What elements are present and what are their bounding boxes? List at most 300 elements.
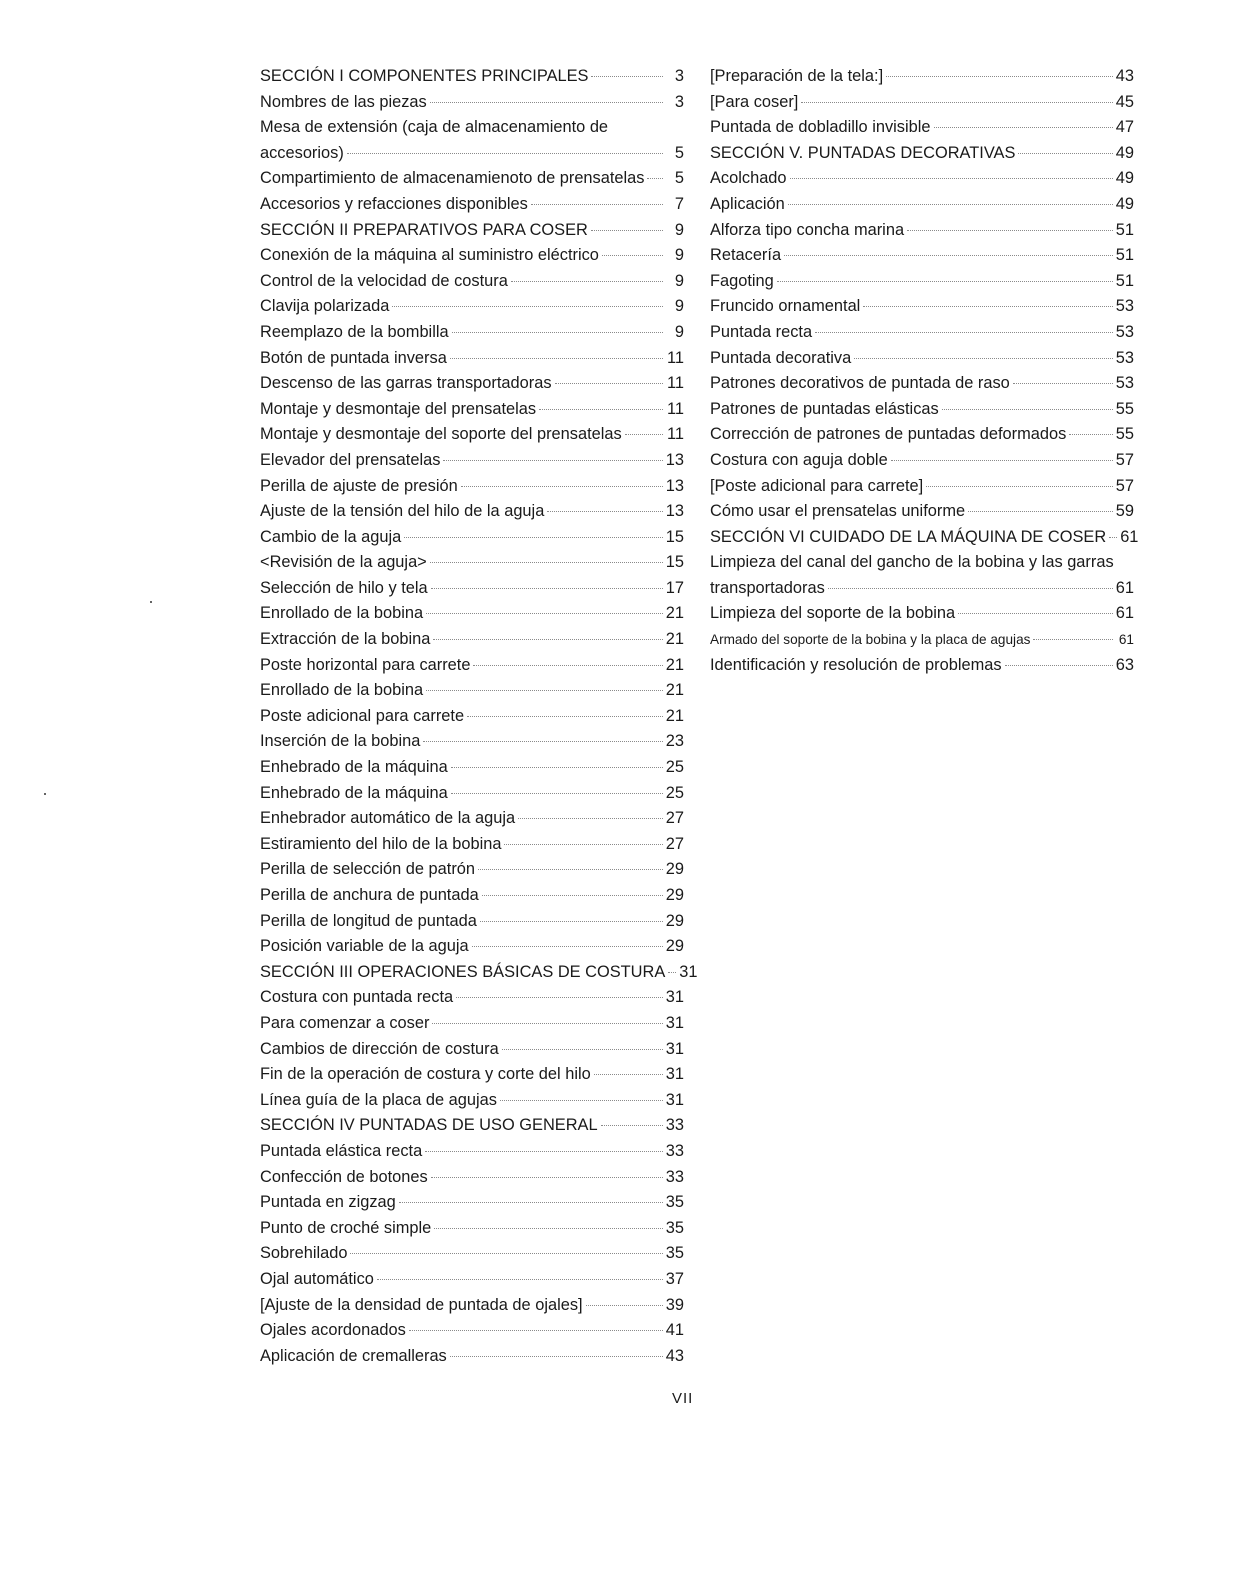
toc-entry-title: <Revisión de la aguja>: [260, 553, 427, 572]
toc-entry: [260, 218, 684, 244]
toc-entry-page: 47: [1115, 118, 1134, 137]
toc-column-left: [260, 64, 698, 1369]
toc-entry-page: 13: [665, 450, 684, 469]
dot-leader: [347, 153, 663, 154]
toc-entry: [260, 934, 684, 960]
toc-entry: [260, 1037, 684, 1063]
toc-entry-page: 33: [665, 1167, 684, 1186]
toc-entry-title: [Preparación de la tela:]: [710, 67, 884, 85]
toc-entry-title: Limpieza del soporte de la bobina: [710, 604, 956, 623]
toc-entry-page: 63: [1115, 655, 1134, 674]
toc-entry-title: [Poste adicional para carrete]: [710, 476, 924, 495]
toc-entry-title: Patrones de puntadas elásticas: [710, 399, 939, 418]
toc-entry-title: Armado del soporte de la bobina y la placa de agujas: [710, 632, 1031, 648]
toc-entry-title: Cambio de la aguja: [260, 527, 402, 546]
toc-entry-title: Inserción de la bobina: [260, 732, 421, 751]
dot-leader: [958, 613, 1113, 614]
dot-leader: [668, 972, 676, 973]
toc-entry-title: Fagoting: [710, 271, 774, 290]
toc-entry-title: Reemplazo de la bombilla: [260, 322, 449, 341]
toc-entry-title: Elevador del prensatelas: [260, 450, 441, 469]
toc-entry-title: Aplicación de cremalleras: [260, 1346, 447, 1365]
toc-entry-page: 9: [674, 297, 684, 316]
dot-leader: [392, 306, 663, 307]
dot-leader: [788, 204, 1113, 205]
toc-entry: [260, 1011, 684, 1037]
toc-entry: [710, 218, 1134, 244]
toc-entry-title: Accesorios y refacciones disponibles: [260, 194, 528, 213]
toc-entry-page: 51: [1115, 271, 1134, 290]
toc-entry: [260, 601, 684, 627]
dot-leader: [399, 1202, 663, 1203]
toc-entry-page: 35: [665, 1218, 684, 1237]
toc-entry: [710, 166, 1134, 192]
dot-leader: [531, 204, 663, 205]
scan-speck: [44, 793, 46, 795]
toc-entry-page: 39: [665, 1295, 684, 1314]
toc-entry: [260, 1293, 684, 1319]
dot-leader: [431, 1177, 663, 1178]
dot-leader: [450, 358, 663, 359]
dot-leader: [1005, 665, 1113, 666]
toc-entry-title: SECCIÓN II PREPARATIVOS PARA COSER: [260, 220, 588, 239]
toc-entry: [710, 627, 1134, 653]
dot-leader: [815, 332, 1113, 333]
toc-entry-page: 45: [1115, 92, 1134, 111]
dot-leader: [801, 102, 1112, 103]
dot-leader: [502, 1049, 663, 1050]
toc-entry-title: Control de la velocidad de costura: [260, 271, 508, 290]
toc-entry-page: 35: [665, 1193, 684, 1212]
toc-entry-title: Enhebrado de la máquina: [260, 783, 448, 802]
dot-leader: [942, 409, 1113, 410]
toc-entry-page: 29: [665, 911, 684, 930]
dot-leader: [404, 537, 663, 538]
dot-leader: [473, 665, 662, 666]
toc-entry-title: Costura con aguja doble: [710, 450, 888, 469]
toc-entry: [710, 576, 1134, 602]
dot-leader: [443, 460, 662, 461]
toc-entry-page: 51: [1115, 246, 1134, 265]
toc-entry-page: 51: [1115, 220, 1134, 239]
toc-entry: [260, 1113, 684, 1139]
toc-entry: [710, 192, 1134, 218]
toc-entry-page: 13: [665, 476, 684, 495]
toc-entry-page: 9: [674, 246, 684, 265]
dot-leader: [478, 869, 663, 870]
dot-leader: [591, 76, 663, 77]
toc-entry: [260, 857, 684, 883]
dot-leader: [828, 588, 1113, 589]
toc-entry-title: Poste horizontal para carrete: [260, 655, 471, 674]
toc-entry: [710, 653, 1134, 679]
toc-entry: [710, 269, 1134, 295]
toc-entry: [710, 525, 1139, 551]
toc-entry-page: 43: [665, 1346, 684, 1365]
dot-leader: [625, 434, 663, 435]
toc-entry: [260, 371, 684, 397]
toc-entry-title: Puntada decorativa: [710, 348, 852, 367]
toc-entry-page: 57: [1115, 450, 1134, 469]
dot-leader: [547, 511, 662, 512]
toc-entry-page: 27: [665, 834, 684, 853]
toc-entry: [260, 320, 684, 346]
toc-entry-title: Puntada de dobladillo invisible: [710, 118, 931, 137]
toc-entry: [710, 243, 1134, 269]
toc-entry-page: 61: [1118, 632, 1134, 648]
toc-entry-page: 61: [1115, 604, 1134, 623]
toc-entry-page: 21: [665, 655, 684, 674]
dot-leader: [504, 844, 662, 845]
toc-entry-page: 43: [1115, 67, 1134, 85]
toc-entry-title: Identificación y resolución de problemas: [710, 655, 1002, 674]
toc-entry-title: accesorios): [260, 143, 344, 162]
toc-entry-page: 49: [1115, 169, 1134, 188]
toc-entry-page: 55: [1115, 399, 1134, 418]
dot-leader: [934, 127, 1113, 128]
dot-leader: [450, 1356, 663, 1357]
toc-entry-title: Enrollado de la bobina: [260, 604, 424, 623]
dot-leader: [430, 562, 663, 563]
toc-entry-title: Acolchado: [710, 169, 787, 188]
dot-leader: [461, 486, 663, 487]
toc-entry-page: 13: [665, 502, 684, 521]
toc-entry: [260, 90, 684, 116]
dot-leader: [480, 921, 663, 922]
toc-entry-title: transportadoras: [710, 578, 825, 597]
toc-entry-page: 35: [665, 1244, 684, 1263]
toc-entry-title: Selección de hilo y tela: [260, 578, 428, 597]
toc-entry-title: Para comenzar a coser: [260, 1013, 430, 1032]
toc-entry-title: Nombres de las piezas: [260, 92, 427, 111]
toc-entry-page: 17: [665, 578, 684, 597]
toc-entry: [260, 985, 684, 1011]
toc-entry: [710, 294, 1134, 320]
toc-entry: [710, 397, 1134, 423]
toc-entry-title: Costura con puntada recta: [260, 988, 454, 1007]
toc-entry-page: 33: [665, 1141, 684, 1160]
toc-entry: [260, 192, 684, 218]
toc-entry-page: 9: [674, 322, 684, 341]
dot-leader: [784, 255, 1113, 256]
toc-entry: [260, 243, 684, 269]
scan-speck: [150, 601, 152, 603]
page-number: VII: [672, 1390, 694, 1407]
toc-entry-page: 29: [665, 860, 684, 879]
dot-leader: [647, 178, 663, 179]
toc-entry-page: 53: [1115, 322, 1134, 341]
toc-entry-page: 31: [665, 1039, 684, 1058]
toc-entry-page: 53: [1115, 297, 1134, 316]
toc-entry: [710, 371, 1134, 397]
toc-entry: [260, 781, 684, 807]
toc-entry-title: Montaje y desmontaje del prensatelas: [260, 399, 537, 418]
dot-leader: [1069, 434, 1113, 435]
toc-entry-page: 25: [665, 783, 684, 802]
toc-entry: [260, 269, 684, 295]
dot-leader: [426, 690, 663, 691]
dot-leader: [968, 511, 1113, 512]
toc-entry-title: Puntada elástica recta: [260, 1141, 423, 1160]
toc-entry: [260, 346, 684, 372]
toc-entry-title: Ojal automático: [260, 1269, 374, 1288]
dot-leader: [430, 102, 663, 103]
toc-entry: [710, 422, 1134, 448]
dot-leader: [431, 588, 663, 589]
toc-entry-page: 5: [674, 169, 684, 188]
toc-entry-title: Compartimiento de almacenamienoto de prensatelas: [260, 169, 645, 188]
toc-entry-page: 41: [665, 1321, 684, 1340]
toc-entry: [260, 1344, 684, 1370]
toc-entry-title: Sobrehilado: [260, 1244, 348, 1263]
toc-entry-title: [Para coser]: [710, 92, 799, 111]
toc-entry: [260, 960, 698, 986]
toc-entry-title: Cómo usar el prensatelas uniforme: [710, 502, 966, 521]
toc-entry-page: 59: [1115, 502, 1134, 521]
toc-entry-page: 37: [665, 1269, 684, 1288]
toc-entry-title: Montaje y desmontaje del soporte del prensatelas: [260, 425, 622, 444]
toc-entry-title: Perilla de selección de patrón: [260, 860, 476, 879]
toc-entry-page: 31: [665, 988, 684, 1007]
toc-entry: [710, 601, 1134, 627]
toc-entry-title: Puntada recta: [710, 322, 813, 341]
dot-leader: [472, 946, 663, 947]
toc-entry-title: Perilla de longitud de puntada: [260, 911, 477, 930]
toc-entry-page: 15: [665, 527, 684, 546]
dot-leader: [602, 255, 663, 256]
toc-entry-title: Perilla de ajuste de presión: [260, 476, 458, 495]
toc-entry: [260, 832, 684, 858]
toc-entry-page: 9: [674, 220, 684, 239]
toc-entry-page: 53: [1115, 374, 1134, 393]
toc-entry-title: Conexión de la máquina al suministro eléctrico: [260, 246, 599, 265]
toc-entry: [260, 499, 684, 525]
toc-entry-title: Posición variable de la aguja: [260, 937, 469, 956]
toc-entry: [260, 64, 684, 90]
toc-entry-page: 31: [665, 1013, 684, 1032]
toc-entry-title: Cambios de dirección de costura: [260, 1039, 499, 1058]
toc-entry-title: Descenso de las garras transportadoras: [260, 374, 552, 393]
dot-leader: [409, 1330, 663, 1331]
dot-leader: [1013, 383, 1113, 384]
toc-entry-page: 15: [665, 553, 684, 572]
dot-leader: [452, 332, 663, 333]
toc-entry-title: Poste adicional para carrete: [260, 706, 465, 725]
toc-entry: [260, 576, 684, 602]
dot-leader: [926, 486, 1113, 487]
toc-entry-page: 11: [666, 348, 684, 367]
toc-entry: [260, 448, 684, 474]
toc-entry-page: 25: [665, 758, 684, 777]
dot-leader: [500, 1100, 663, 1101]
toc-entry: [260, 806, 684, 832]
toc-entry-title: Retacería: [710, 246, 782, 265]
toc-entry: [260, 166, 684, 192]
toc-entry-title: Fin de la operación de costura y corte del hilo: [260, 1065, 591, 1084]
toc-entry-page: 31: [665, 1090, 684, 1109]
toc-entry-title: Enrollado de la bobina: [260, 681, 424, 700]
toc-entry-page: 49: [1115, 143, 1134, 162]
toc-entry: [260, 755, 684, 781]
dot-leader: [907, 230, 1113, 231]
toc-entry-title: Puntada en zigzag: [260, 1193, 396, 1212]
toc-entry-page: 49: [1115, 194, 1134, 213]
dot-leader: [518, 818, 663, 819]
toc-entry-page: 31: [665, 1065, 684, 1084]
dot-leader: [467, 716, 663, 717]
dot-leader: [377, 1279, 663, 1280]
dot-leader: [456, 997, 663, 998]
toc-entry: [260, 678, 684, 704]
toc-entry-page: 31: [679, 962, 698, 981]
toc-column-right: [710, 64, 1139, 678]
toc-entry: [710, 550, 1134, 576]
dot-leader: [790, 178, 1113, 179]
toc-entry-page: 21: [665, 604, 684, 623]
toc-entry-title: SECCIÓN IV PUNTADAS DE USO GENERAL: [260, 1116, 598, 1135]
toc-entry: [260, 1088, 684, 1114]
toc-entry-page: 57: [1115, 476, 1134, 495]
toc-entry: [260, 397, 684, 423]
toc-entry-title: Alforza tipo concha marina: [710, 220, 905, 239]
toc-entry: [710, 64, 1134, 90]
toc-entry: [260, 294, 684, 320]
toc-entry-page: 21: [665, 706, 684, 725]
toc-entry-title: Enhebrador automático de la aguja: [260, 809, 516, 828]
toc-entry: [260, 883, 684, 909]
dot-leader: [863, 306, 1112, 307]
toc-entry: [710, 115, 1134, 141]
toc-entry: [260, 909, 684, 935]
toc-entry: [260, 1267, 684, 1293]
toc-entry-page: 7: [674, 194, 684, 213]
dot-leader: [434, 1228, 662, 1229]
toc-entry: [260, 115, 684, 141]
toc-entry: [260, 1241, 684, 1267]
dot-leader: [451, 767, 663, 768]
toc-entry-title: Patrones decorativos de puntada de raso: [710, 374, 1010, 393]
toc-entry-page: 11: [666, 374, 684, 393]
toc-entry: [260, 653, 684, 679]
toc-entry-page: 9: [674, 271, 684, 290]
toc-entry-title: Extracción de la bobina: [260, 630, 431, 649]
toc-entry-title: Punto de croché simple: [260, 1218, 432, 1237]
toc-entry-title: Ajuste de la tensión del hilo de la aguja: [260, 502, 545, 521]
dot-leader: [854, 358, 1113, 359]
toc-entry: [710, 448, 1134, 474]
toc-entry: [710, 141, 1134, 167]
toc-entry: [260, 1216, 684, 1242]
toc-entry-page: 27: [665, 809, 684, 828]
dot-leader: [482, 895, 663, 896]
toc-entry-page: 61: [1115, 578, 1134, 597]
toc-entry-page: 5: [674, 143, 684, 162]
toc-entry-page: 21: [665, 681, 684, 700]
toc-entry-title: Clavija polarizada: [260, 297, 390, 316]
toc-entry-title: Botón de puntada inversa: [260, 348, 447, 367]
toc-entry-page: 29: [665, 937, 684, 956]
toc-entry-title: Confección de botones: [260, 1167, 428, 1186]
toc-entry: [260, 1318, 684, 1344]
toc-entry: [260, 525, 684, 551]
toc-entry-page: 55: [1115, 425, 1134, 444]
toc-entry-title: Perilla de anchura de puntada: [260, 886, 479, 904]
toc-entry: [260, 422, 684, 448]
toc-entry-page: 29: [665, 886, 684, 904]
toc-entry: [260, 474, 684, 500]
dot-leader: [594, 1074, 663, 1075]
toc-entry-title: Línea guía de la placa de agujas: [260, 1090, 497, 1109]
toc-entry-title: [Ajuste de la densidad de puntada de ojales]: [260, 1295, 583, 1314]
toc-entry-page: 3: [674, 67, 684, 85]
toc-entry: [260, 1190, 684, 1216]
toc-entry-title: Mesa de extensión (caja de almacenamiento de: [260, 118, 609, 137]
toc-entry-page: 61: [1120, 527, 1139, 546]
toc-entry: [260, 627, 684, 653]
toc-entry: [710, 499, 1134, 525]
toc-entry: [710, 474, 1134, 500]
dot-leader: [886, 76, 1113, 77]
toc-entry: [710, 320, 1134, 346]
toc-entry-page: 23: [665, 732, 684, 751]
toc-entry-page: 11: [666, 399, 684, 418]
toc-entry: [260, 1165, 684, 1191]
dot-leader: [1018, 153, 1112, 154]
toc-entry-page: 11: [666, 425, 684, 444]
toc-entry-title: Corrección de patrones de puntadas deformados: [710, 425, 1067, 444]
dot-leader: [891, 460, 1113, 461]
toc-entry: [260, 141, 684, 167]
toc-entry: [260, 1062, 684, 1088]
dot-leader: [555, 383, 663, 384]
dot-leader: [586, 1305, 663, 1306]
dot-leader: [539, 409, 663, 410]
dot-leader: [433, 639, 662, 640]
toc-entry-title: Aplicación: [710, 194, 785, 213]
toc-entry-title: Enhebrado de la máquina: [260, 758, 448, 777]
toc-entry-title: Estiramiento del hilo de la bobina: [260, 834, 502, 853]
dot-leader: [511, 281, 663, 282]
toc-entry: [260, 1139, 684, 1165]
dot-leader: [591, 230, 663, 231]
dot-leader: [426, 613, 663, 614]
dot-leader: [777, 281, 1113, 282]
dot-leader: [1109, 537, 1117, 538]
toc-entry-page: 3: [674, 92, 684, 111]
toc-entry-page: 33: [665, 1116, 684, 1135]
dot-leader: [1033, 639, 1113, 640]
dot-leader: [423, 741, 662, 742]
toc-entry: [260, 704, 684, 730]
dot-leader: [601, 1125, 663, 1126]
dot-leader: [451, 793, 663, 794]
dot-leader: [350, 1253, 662, 1254]
toc-entry-title: SECCIÓN I COMPONENTES PRINCIPALES: [260, 67, 589, 85]
toc-entry-title: SECCIÓN V. PUNTADAS DECORATIVAS: [710, 143, 1016, 162]
toc-entry-title: Fruncido ornamental: [710, 297, 861, 316]
toc-entry-page: 21: [665, 630, 684, 649]
toc-entry: [260, 729, 684, 755]
toc-entry: [710, 346, 1134, 372]
toc-entry-page: 53: [1115, 348, 1134, 367]
toc-entry: [260, 550, 684, 576]
toc-entry-title: SECCIÓN III OPERACIONES BÁSICAS DE COSTURA: [260, 962, 666, 981]
toc-entry: [710, 90, 1134, 116]
toc-entry-title: SECCIÓN VI CUIDADO DE LA MÁQUINA DE COSER: [710, 527, 1107, 546]
dot-leader: [432, 1023, 662, 1024]
toc-entry-title: Limpieza del canal del gancho de la bobina y las garras: [710, 553, 1114, 572]
toc-entry-title: Ojales acordonados: [260, 1321, 406, 1340]
